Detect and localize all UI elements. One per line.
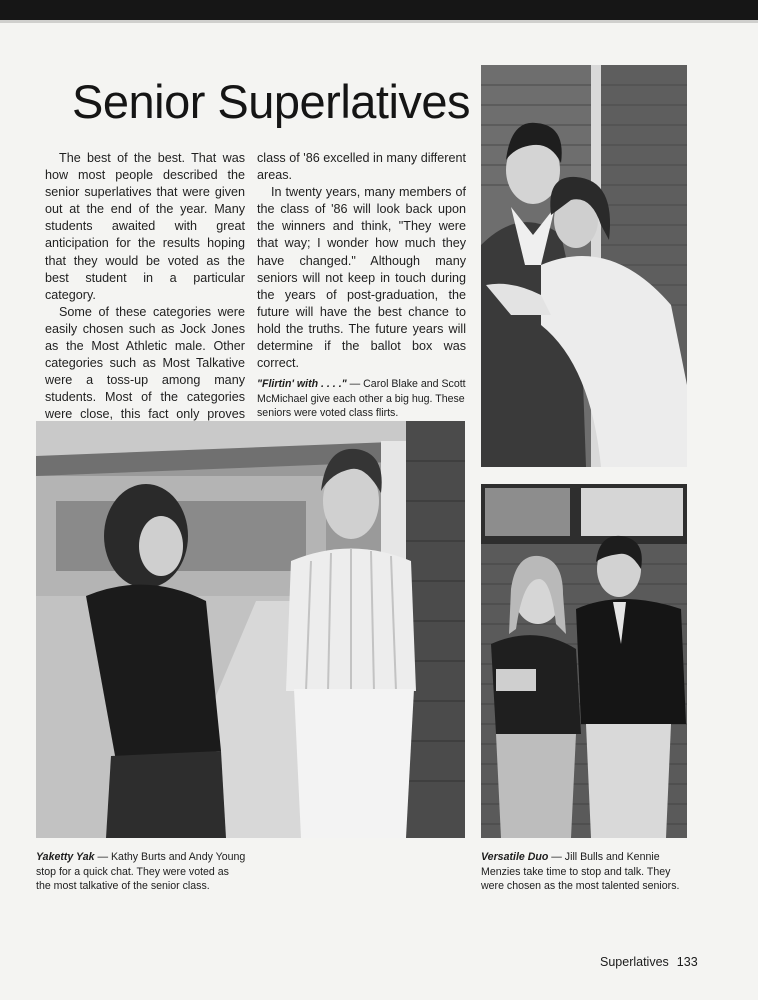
photo-talented <box>481 484 687 838</box>
page-title: Senior Superlatives <box>72 75 471 128</box>
caption-title: Yaketty Yak <box>36 851 95 863</box>
caption-text: — Carol Blake and Scott McMichael give each other a big hug. These seniors were voted class flirts. <box>257 378 466 420</box>
section-name: Superlatives <box>600 955 669 969</box>
photo-flirts <box>481 65 687 467</box>
scan-border-edge <box>0 20 758 23</box>
caption-title: Versatile Duo <box>481 851 549 863</box>
article-paragraph: In twenty years, many members of the class of '86 will look back upon the winners and think, "They were that way; I wonder how much they have changed." Although many seniors will not keep in touch during the years of post-graduation, the future will have the best chance to hold the truths. The future years will determine if the ballot box was correct. <box>257 185 466 371</box>
caption-title: "Flirtin' with . . . ." <box>257 378 347 391</box>
caption-text: — Jill Bulls and Kennie Menzies take time to stop and talk. They were chosen as the most talented seniors. <box>481 851 680 892</box>
caption-talented <box>481 850 691 894</box>
article-column-1 <box>45 150 245 441</box>
page-number: 133 <box>676 955 698 969</box>
article-column-2 <box>257 150 466 421</box>
caption-talkative <box>36 850 246 894</box>
page-footer <box>600 955 698 969</box>
scan-top-border <box>0 0 758 20</box>
photo-talkative <box>36 421 465 838</box>
caption-flirt <box>257 377 466 421</box>
article-paragraph: Some of these categories were easily chosen such as Jock Jones as the Most Athletic male. Other categories such as Most Talkative were a toss-up among many students. Most of the categories were close, this fact only proves <box>45 304 245 422</box>
caption-text: — Kathy Burts and Andy Young stop for a quick chat. They were voted as the most talkative of the senior class. <box>36 851 246 892</box>
article-paragraph: class of '86 excelled in many different areas. <box>257 151 466 183</box>
article-paragraph: The best of the best. That was how most people described the senior superlatives that were given out at the end of the year. Many students awaited with great anticipation for the results hoping that they would be voted as the best student in a particular category. <box>45 151 245 302</box>
